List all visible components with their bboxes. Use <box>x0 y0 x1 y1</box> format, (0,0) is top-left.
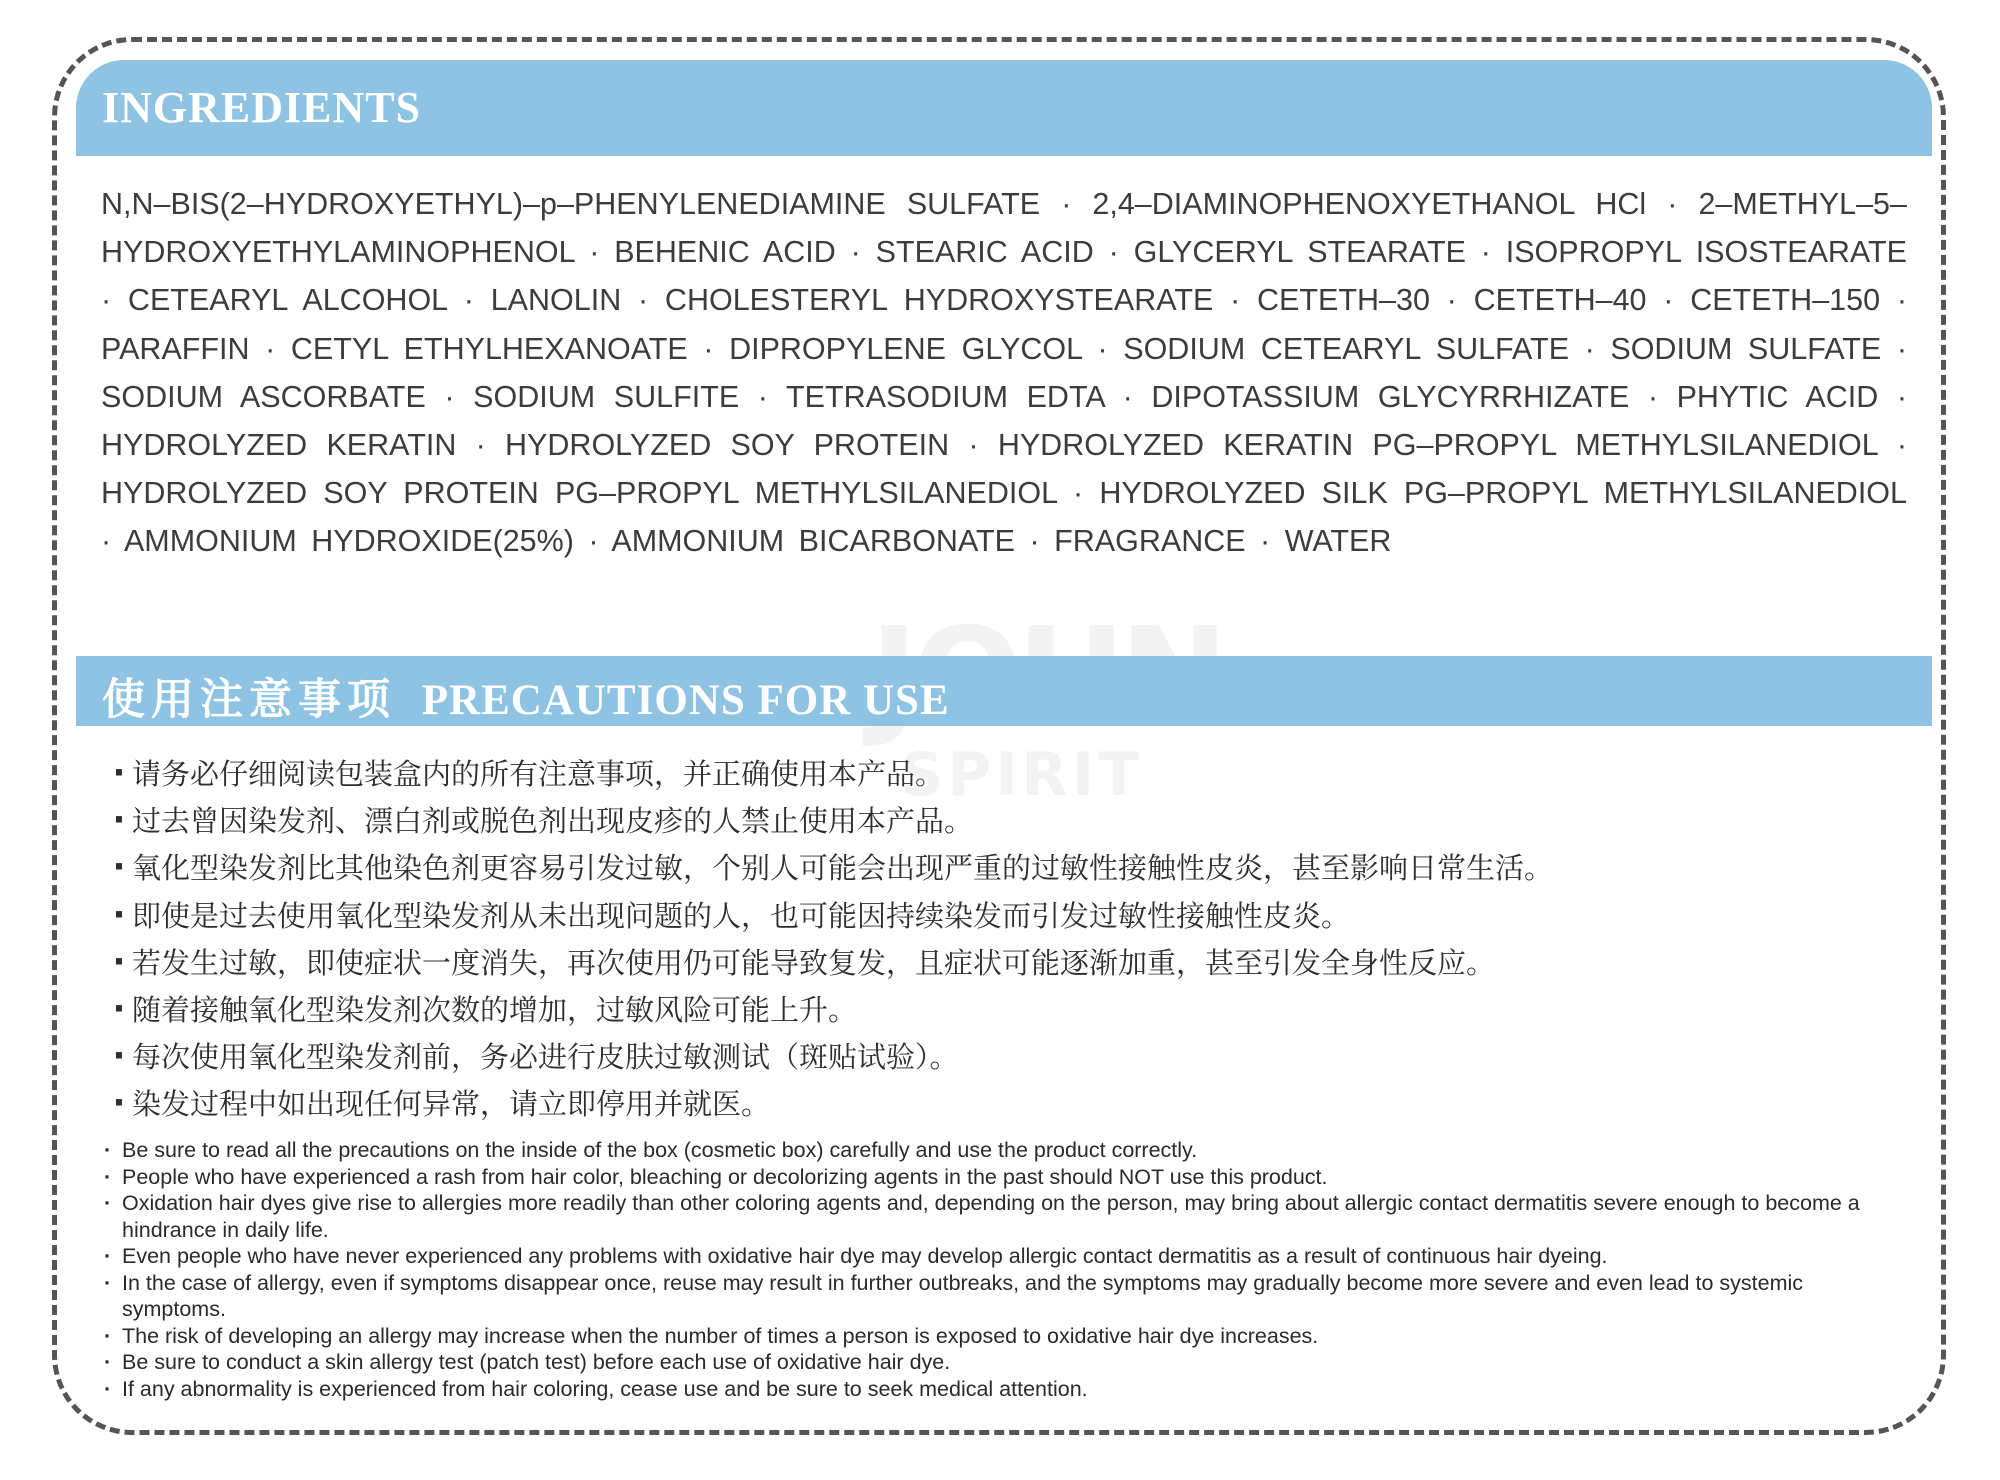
precaution-en-item: · Be sure to read all the precautions on the inside of the box (cosmetic box) carefully and use the product correctly. <box>104 1137 1894 1164</box>
precaution-cn-item: · 每次使用氧化型染发剂前，务必进行皮肤过敏测试（斑贴试验）。 <box>106 1033 1906 1080</box>
ingredients-heading: INGREDIENTS <box>102 83 422 132</box>
precaution-cn-item: · 氧化型染发剂比其他染色剂更容易引发过敏，个别人可能会出现严重的过敏性接触性皮炎，甚至影响日常生活。 <box>106 844 1906 891</box>
precaution-en-item: · In the case of allergy, even if symptoms disappear once, reuse may result in further outbreaks, and the symptoms may gradually become more severe and even lead to systemic symptoms. <box>104 1270 1894 1323</box>
precaution-en-item: · Even people who have never experienced any problems with oxidative hair dye may develop allergic contact dermatitis as a result of continuous hair dyeing. <box>104 1243 1894 1270</box>
watermark-line-2: SPIRIT <box>900 740 1143 810</box>
precautions-heading-en: PRECAUTIONS FOR USE <box>421 677 950 724</box>
precaution-cn-item: · 染发过程中如出现任何异常，请立即停用并就医。 <box>106 1080 1906 1127</box>
precautions-heading-band <box>76 656 1932 726</box>
precautions-heading-cn: 使用注意事项 <box>102 675 396 725</box>
precaution-en-item: · Oxidation hair dyes give rise to allergies more readily than other coloring agents and, depending on the person, may bring about allergic contact dermatitis severe enough to become a hindrance in daily life. <box>104 1190 1894 1243</box>
precaution-cn-item: · 即使是过去使用氧化型染发剂从未出现问题的人，也可能因持续染发而引发过敏性接触性皮炎。 <box>106 892 1906 939</box>
precautions-list-cn <box>106 750 1906 1128</box>
precaution-en-item: · If any abnormality is experienced from hair coloring, cease use and be sure to seek medical attention. <box>104 1376 1894 1403</box>
precaution-cn-item: · 请务必仔细阅读包装盒内的所有注意事项，并正确使用本产品。 <box>106 750 1906 797</box>
precaution-en-item: · People who have experienced a rash from hair color, bleaching or decolorizing agents in the past should NOT use this product. <box>104 1164 1894 1191</box>
ingredients-heading-band <box>76 60 1932 156</box>
precaution-cn-item: · 若发生过敏，即使症状一度消失，再次使用仍可能导致复发，且症状可能逐渐加重，甚至引发全身性反应。 <box>106 939 1906 986</box>
precaution-en-item: · Be sure to conduct a skin allergy test (patch test) before each use of oxidative hair dye. <box>104 1349 1894 1376</box>
ingredients-list-text: N,N–BIS(2–HYDROXYETHYL)–p–PHENYLENEDIAMINE SULFATE · 2,4–DIAMINOPHENOXYETHANOL HCl · 2–METHYL–5–HYDROXYETHYLAMINOPHENOL · BEHENIC ACID · STEARIC ACID · GLYCERYL STEARATE · ISOPROPYL ISOSTEARATE · CETEARYL ALCOHOL · LANOLIN · CHOLESTERYL HYDROXYSTEARATE · CETETH–30 · CETETH–40 · CETETH–150 · PARAFFIN · CETYL ETHYLHEXANOATE · DIPROPYLENE GLYCOL · SODIUM CETEARYL SULFATE · SODIUM SULFATE · SODIUM ASCORBATE · SODIUM SULFITE · TETRASODIUM EDTA · DIPOTASSIUM GLYCYRRHIZATE · PHYTIC ACID · HYDROLYZED KERATIN · HYDROLYZED SOY PROTEIN · HYDROLYZED KERATIN PG–PROPYL METHYLSILANEDIOL · HYDROLYZED SOY PROTEIN PG–PROPYL METHYLSILANEDIOL · HYDROLYZED SILK PG–PROPYL METHYLSILANEDIOL · AMMONIUM HYDROXIDE(25%) · AMMONIUM BICARBONATE · FRAGRANCE · WATER <box>101 187 1907 559</box>
precaution-cn-item: · 过去曾因染发剂、漂白剂或脱色剂出现皮疹的人禁止使用本产品。 <box>106 797 1906 844</box>
precautions-list-en <box>104 1137 1894 1402</box>
precaution-cn-item: · 随着接触氧化型染发剂次数的增加，过敏风险可能上升。 <box>106 986 1906 1033</box>
precaution-en-item: · The risk of developing an allergy may increase when the number of times a person is exposed to oxidative hair dye increases. <box>104 1323 1894 1350</box>
